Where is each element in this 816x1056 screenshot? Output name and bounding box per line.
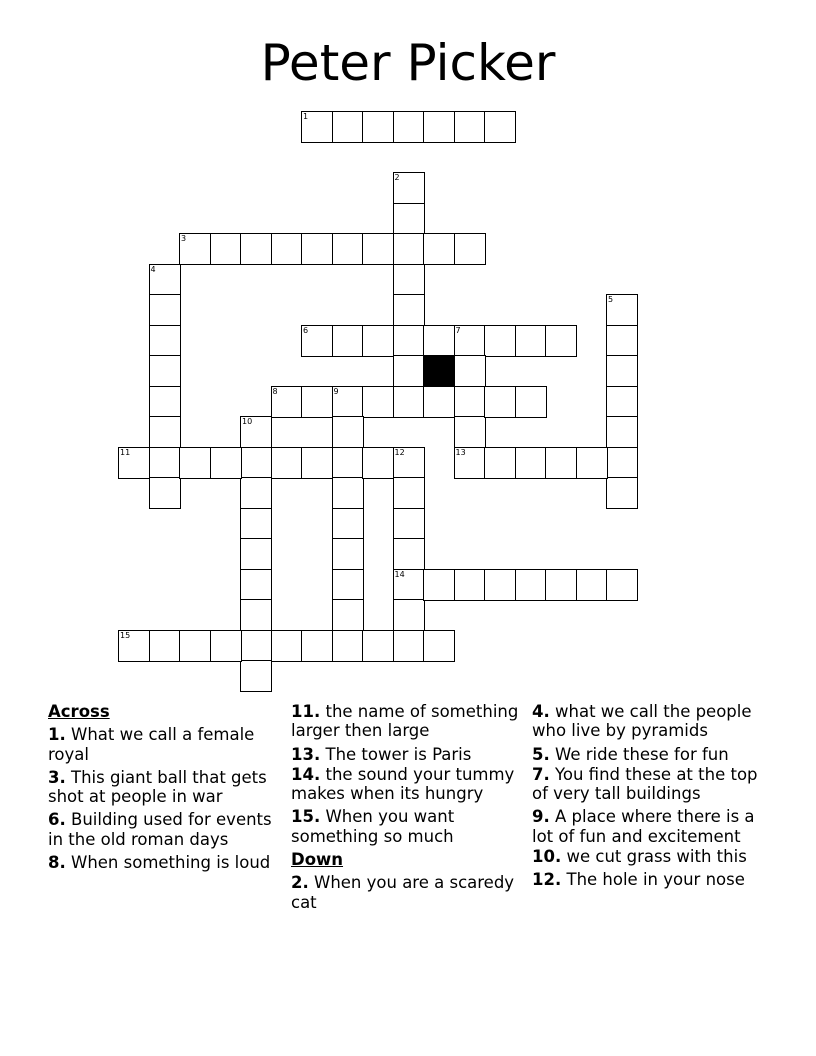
grid-cell[interactable] xyxy=(118,447,150,479)
grid-cell[interactable] xyxy=(240,447,272,479)
clue-down-2 xyxy=(291,873,523,912)
grid-cell[interactable] xyxy=(484,447,516,479)
grid-cell[interactable] xyxy=(362,233,394,265)
grid-cell[interactable] xyxy=(393,447,425,479)
clue-number: 3. xyxy=(48,767,66,787)
grid-cell[interactable] xyxy=(393,355,425,387)
grid-cell[interactable] xyxy=(118,630,150,662)
grid-cell[interactable] xyxy=(484,111,516,143)
grid-cell[interactable] xyxy=(149,416,181,448)
grid-cell[interactable] xyxy=(606,355,638,387)
cell-number: 4 xyxy=(150,264,156,274)
clue-across-15 xyxy=(291,807,523,846)
grid-cell[interactable] xyxy=(515,447,547,479)
cell-number: 2 xyxy=(394,173,400,182)
cell-number: 12 xyxy=(394,447,405,457)
grid-cell[interactable] xyxy=(240,538,272,570)
grid-cell[interactable] xyxy=(149,477,181,509)
clues-column-2 xyxy=(291,702,523,916)
clue-across-6 xyxy=(48,810,280,849)
grid-cell[interactable] xyxy=(393,264,425,296)
grid-cell[interactable] xyxy=(393,233,425,265)
grid-cell[interactable] xyxy=(393,477,425,509)
grid-cell[interactable] xyxy=(332,630,364,662)
grid-cell[interactable] xyxy=(606,477,638,509)
grid-cell[interactable] xyxy=(606,325,638,357)
grid-cell[interactable] xyxy=(332,447,364,479)
down-header: Down xyxy=(291,850,344,870)
grid-cell[interactable] xyxy=(606,386,638,418)
clue-text: This giant ball that gets shot at people in war xyxy=(48,767,267,807)
clue-text: When something is loud xyxy=(71,853,271,873)
grid-cell[interactable] xyxy=(301,111,333,143)
grid-cell[interactable] xyxy=(240,416,272,448)
grid-cell[interactable] xyxy=(240,630,272,662)
grid-cell[interactable] xyxy=(484,325,516,357)
grid-cell[interactable] xyxy=(362,325,394,357)
clue-number: 9. xyxy=(532,807,550,827)
grid-cell[interactable] xyxy=(454,325,486,357)
clue-number: 1. xyxy=(48,725,66,745)
clue-text: When you want something so much xyxy=(291,807,455,846)
grid-cell[interactable] xyxy=(301,386,333,418)
grid-cell[interactable] xyxy=(179,630,211,662)
clue-number: 10. xyxy=(532,847,562,867)
grid-cell[interactable] xyxy=(484,569,516,601)
grid-cell[interactable] xyxy=(332,599,364,631)
grid-cell[interactable] xyxy=(271,233,303,265)
clue-text: What we call a female royal xyxy=(48,725,255,764)
clue-text: the name of something larger then large xyxy=(291,702,519,741)
grid-cell[interactable] xyxy=(332,416,364,448)
grid-cell[interactable] xyxy=(362,630,394,662)
cell-number: 10 xyxy=(242,417,253,426)
clue-number: 5. xyxy=(532,744,550,764)
clue-text: We ride these for fun xyxy=(555,744,729,764)
grid-cell[interactable] xyxy=(179,233,211,265)
grid-cell[interactable] xyxy=(423,111,455,143)
clues-column-1 xyxy=(48,702,280,876)
grid-cell[interactable] xyxy=(362,447,394,479)
grid-cell[interactable] xyxy=(393,172,425,204)
grid-cell[interactable] xyxy=(301,233,333,265)
grid-cell[interactable] xyxy=(606,447,638,479)
grid-cell[interactable] xyxy=(393,203,425,235)
grid-cell[interactable] xyxy=(271,386,303,418)
grid-cell[interactable] xyxy=(393,294,425,326)
clue-text: Building used for events in the old roman days xyxy=(48,810,272,849)
grid-cell[interactable] xyxy=(149,264,181,296)
cell-number: 3 xyxy=(181,234,187,243)
clues-column-3 xyxy=(532,702,772,894)
grid-cell[interactable] xyxy=(393,325,425,357)
cell-number: 13 xyxy=(455,447,466,457)
grid-cell[interactable] xyxy=(423,233,455,265)
cell-number: 15 xyxy=(120,630,131,640)
grid-cell[interactable] xyxy=(332,477,364,509)
grid-cell[interactable] xyxy=(454,447,486,479)
clue-text: A place where there is a lot of fun and excitement xyxy=(532,807,755,846)
clue-text: what we call the people who live by pyramids xyxy=(532,702,752,741)
across-header: Across xyxy=(48,702,110,721)
clue-down-5 xyxy=(532,745,772,764)
clue-number: 12. xyxy=(532,870,562,890)
clue-number: 2. xyxy=(291,873,309,893)
grid-cell[interactable] xyxy=(454,233,486,265)
grid-cell[interactable] xyxy=(393,538,425,570)
grid-cell[interactable] xyxy=(606,569,638,601)
grid-cell[interactable] xyxy=(210,630,242,662)
shaded-cell xyxy=(423,355,455,387)
clue-number: 7. xyxy=(532,764,550,784)
grid-cell[interactable] xyxy=(423,325,455,357)
clue-text: the sound your tummy makes when its hungry xyxy=(291,764,515,804)
page-title: Peter Picker xyxy=(260,34,556,92)
grid-cell[interactable] xyxy=(149,294,181,326)
grid-cell[interactable] xyxy=(362,386,394,418)
clue-across-3 xyxy=(48,768,280,807)
grid-cell[interactable] xyxy=(332,233,364,265)
cell-number: 1 xyxy=(303,112,309,121)
cell-number: 9 xyxy=(333,386,339,396)
clue-text: The tower is Paris xyxy=(325,744,472,764)
grid-cell[interactable] xyxy=(393,599,425,631)
grid-cell[interactable] xyxy=(423,630,455,662)
grid-cell[interactable] xyxy=(393,386,425,418)
grid-cell[interactable] xyxy=(515,569,547,601)
grid-cell[interactable] xyxy=(240,233,272,265)
clue-across-1 xyxy=(48,725,280,764)
clue-down-10 xyxy=(532,847,772,866)
grid-cell[interactable] xyxy=(454,355,486,387)
grid-cell[interactable] xyxy=(454,111,486,143)
grid-cell[interactable] xyxy=(149,447,181,479)
clue-across-8 xyxy=(48,853,280,872)
clue-text: The hole in your nose xyxy=(566,870,745,890)
clue-number: 15. xyxy=(291,807,321,827)
grid-cell[interactable] xyxy=(423,569,455,601)
grid-cell[interactable] xyxy=(332,325,364,357)
clue-text: When you are a scaredy cat xyxy=(291,873,515,912)
grid-cell[interactable] xyxy=(149,630,181,662)
grid-cell[interactable] xyxy=(393,630,425,662)
grid-cell[interactable] xyxy=(240,660,272,692)
grid-cell[interactable] xyxy=(606,416,638,448)
clue-across-14 xyxy=(291,765,523,804)
clue-down-9 xyxy=(532,807,772,846)
clue-number: 13. xyxy=(291,744,321,764)
cell-number: 6 xyxy=(303,325,309,335)
grid-cell[interactable] xyxy=(393,111,425,143)
clue-down-7 xyxy=(532,765,772,804)
clue-number: 11. xyxy=(291,702,321,721)
clue-number: 6. xyxy=(48,810,66,830)
grid-cell[interactable] xyxy=(271,630,303,662)
grid-cell[interactable] xyxy=(545,569,577,601)
grid-cell[interactable] xyxy=(454,416,486,448)
clue-across-13 xyxy=(291,745,523,764)
grid-cell[interactable] xyxy=(149,386,181,418)
grid-cell[interactable] xyxy=(332,508,364,540)
grid-cell[interactable] xyxy=(515,325,547,357)
grid-cell[interactable] xyxy=(301,447,333,479)
grid-cell[interactable] xyxy=(332,569,364,601)
grid-cell[interactable] xyxy=(393,508,425,540)
grid-cell[interactable] xyxy=(210,233,242,265)
grid-cell[interactable] xyxy=(545,447,577,479)
grid-cell[interactable] xyxy=(332,386,364,418)
grid-cell[interactable] xyxy=(271,447,303,479)
cell-number: 5 xyxy=(608,295,614,304)
grid-cell[interactable] xyxy=(301,325,333,357)
grid-cell[interactable] xyxy=(393,569,425,601)
grid-cell[interactable] xyxy=(240,508,272,540)
grid-cell[interactable] xyxy=(149,325,181,357)
grid-cell[interactable] xyxy=(332,538,364,570)
clue-down-12 xyxy=(532,870,772,889)
grid-cell[interactable] xyxy=(240,569,272,601)
cell-number: 7 xyxy=(455,325,461,335)
clue-across-11 xyxy=(291,702,523,741)
cell-number: 8 xyxy=(272,386,278,396)
clue-number: 4. xyxy=(532,702,550,721)
clue-number: 14. xyxy=(291,764,321,784)
grid-cell[interactable] xyxy=(545,325,577,357)
grid-cell[interactable] xyxy=(149,355,181,387)
cell-number: 11 xyxy=(120,447,131,457)
grid-cell[interactable] xyxy=(240,477,272,509)
grid-cell[interactable] xyxy=(210,447,242,479)
grid-cell[interactable] xyxy=(423,386,455,418)
clue-down-4 xyxy=(532,702,772,741)
grid-cell[interactable] xyxy=(301,630,333,662)
grid-cell[interactable] xyxy=(454,569,486,601)
grid-cell[interactable] xyxy=(576,569,608,601)
grid-cell[interactable] xyxy=(179,447,211,479)
grid-cell[interactable] xyxy=(484,386,516,418)
grid-cell[interactable] xyxy=(454,386,486,418)
grid-cell[interactable] xyxy=(515,386,547,418)
clue-number: 8. xyxy=(48,853,66,873)
grid-cell[interactable] xyxy=(606,294,638,326)
grid-cell[interactable] xyxy=(362,111,394,143)
grid-cell[interactable] xyxy=(576,447,608,479)
cell-number: 14 xyxy=(394,569,405,579)
grid-cell[interactable] xyxy=(240,599,272,631)
clue-text: we cut grass with this xyxy=(566,847,747,867)
clue-text: You find these at the top of very tall buildings xyxy=(532,764,758,804)
grid-cell[interactable] xyxy=(332,111,364,143)
